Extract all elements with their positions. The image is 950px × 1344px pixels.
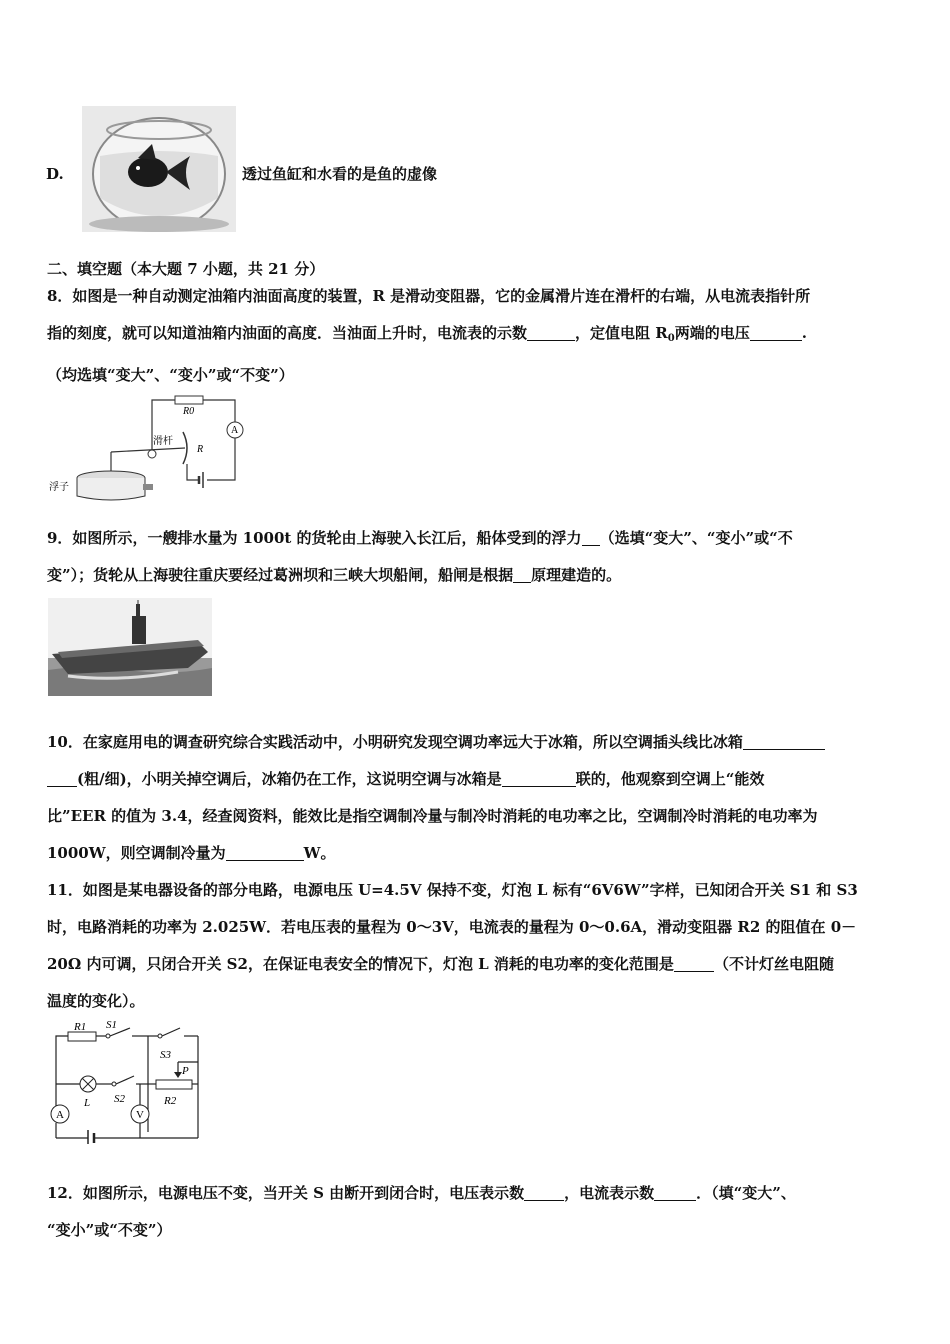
q8-line2b: ，定值电阻 R xyxy=(575,324,668,342)
q10-line2a: (粗/细)，小明关掉空调后，冰箱仍在工作，这说明空调与冰箱是 xyxy=(77,770,502,788)
label-a: A xyxy=(56,1109,64,1121)
q8-line1: 8．如图是一种自动测定油箱内油面高度的装置，R 是滑动变阻器，它的金属滑片连在滑杆的右端，从电流表指针所 xyxy=(47,287,811,305)
answer-blank[interactable] xyxy=(743,731,825,750)
answer-blank[interactable] xyxy=(674,953,714,972)
option-d-text: 透过鱼缸和水看的是鱼的虚像 xyxy=(242,165,438,183)
question-12 xyxy=(47,1175,903,1249)
q8-line2a: 指的刻度，就可以知道油箱内油面的高度．当油面上升时，电流表的示数 xyxy=(47,324,528,342)
label-s1: S1 xyxy=(106,1020,117,1031)
q9-line2a: 变”）；货轮从上海驶往重庆要经过葛洲坝和三峡大坝船闸，船闸是根据 xyxy=(47,566,514,584)
q10-line3: 比”EER 的值为 3.4，经查阅资料，能效比是指空调制冷量与制冷时消耗的电功率之比，空调制冷时消耗的电功率为 xyxy=(47,807,818,825)
fishbowl-image xyxy=(82,106,236,232)
q12-line1b: ，电流表示数 xyxy=(564,1184,655,1202)
question-8 xyxy=(47,278,903,394)
label-ammeter: A xyxy=(231,425,239,436)
q9-line1a: 9．如图所示，一艘排水量为 1000t 的货轮由上海驶入长江后，船体受到的浮力 xyxy=(47,529,582,547)
label-slide-rod: 滑杆 xyxy=(153,436,173,447)
answer-blank[interactable] xyxy=(527,322,575,341)
answer-blank[interactable] xyxy=(654,1182,696,1201)
question-10 xyxy=(47,724,903,872)
answer-blank[interactable] xyxy=(582,527,600,546)
label-v: V xyxy=(136,1109,144,1121)
q11-line2: 时，电路消耗的功率为 2.025W．若电压表的量程为 0～3V，电流表的量程为 0～0.6A，滑动变阻器 R2 的阻值在 0－ xyxy=(47,918,857,936)
option-d-label: D. xyxy=(46,165,64,183)
q11-line4: 温度的变化）。 xyxy=(47,992,145,1010)
label-r2: R2 xyxy=(164,1095,177,1107)
q8-line3: （均选填“变大”、“变小”或“不变”） xyxy=(47,366,294,384)
q8-line2d: 两端的电压 xyxy=(674,324,750,342)
q12-line1a: 12．如图所示，电源电压不变，当开关 S 由断开到闭合时，电压表示数 xyxy=(47,1184,525,1202)
oil-tank-circuit-figure xyxy=(47,392,247,504)
section-heading: 二、填空题（本大题 7 小题，共 21 分） xyxy=(47,260,325,278)
label-s3: S3 xyxy=(160,1049,171,1061)
q12-line1c: ．（填“变大”、 xyxy=(696,1184,796,1202)
answer-blank[interactable] xyxy=(513,564,531,583)
q11-line3a: 20Ω 内可调，只闭合开关 S2，在保证电表安全的情况下，灯泡 L 消耗的电功率的变化范围是 xyxy=(47,955,674,973)
q9-line2b: 原理建造的。 xyxy=(531,566,622,584)
q8-subscript: 0 xyxy=(667,333,675,344)
label-r1: R1 xyxy=(74,1021,87,1033)
question-9 xyxy=(47,520,903,594)
answer-blank[interactable] xyxy=(47,768,77,787)
answer-blank[interactable] xyxy=(226,842,304,861)
q10-line4a: 1000W，则空调制冷量为 xyxy=(47,844,226,862)
q11-line1: 11．如图是某电器设备的部分电路，电源电压 U=4.5V 保持不变，灯泡 L 标有“6V6W”字样，已知闭合开关 S1 和 S3 xyxy=(47,881,858,899)
circuit-diagram xyxy=(44,1020,212,1144)
q8-line2e: . xyxy=(801,324,807,342)
q9-line1b: （选填“变大”、“变小”或“不 xyxy=(599,529,793,547)
q10-line2b: 联的，他观察到空调上“能效 xyxy=(575,770,765,788)
label-r: R xyxy=(197,444,204,455)
label-r0: R0 xyxy=(183,406,195,417)
q10-line4b: W。 xyxy=(303,844,336,862)
aircraft-carrier-image xyxy=(48,598,212,696)
answer-blank[interactable] xyxy=(524,1182,564,1201)
label-s2: S2 xyxy=(114,1093,125,1105)
q12-line2: “变小”或“不变”） xyxy=(47,1221,172,1239)
label-l: L xyxy=(84,1097,91,1109)
label-p: P xyxy=(182,1065,189,1077)
label-float: 浮子 xyxy=(49,482,69,493)
question-11 xyxy=(47,872,903,1020)
answer-blank[interactable] xyxy=(750,322,802,341)
answer-blank[interactable] xyxy=(502,768,576,787)
q11-line3b: （不计灯丝电阻随 xyxy=(713,955,834,973)
q10-line1: 10．在家庭用电的调查研究综合实践活动中，小明研究发现空调功率远大于冰箱，所以空调插头线比冰箱 xyxy=(47,733,743,751)
